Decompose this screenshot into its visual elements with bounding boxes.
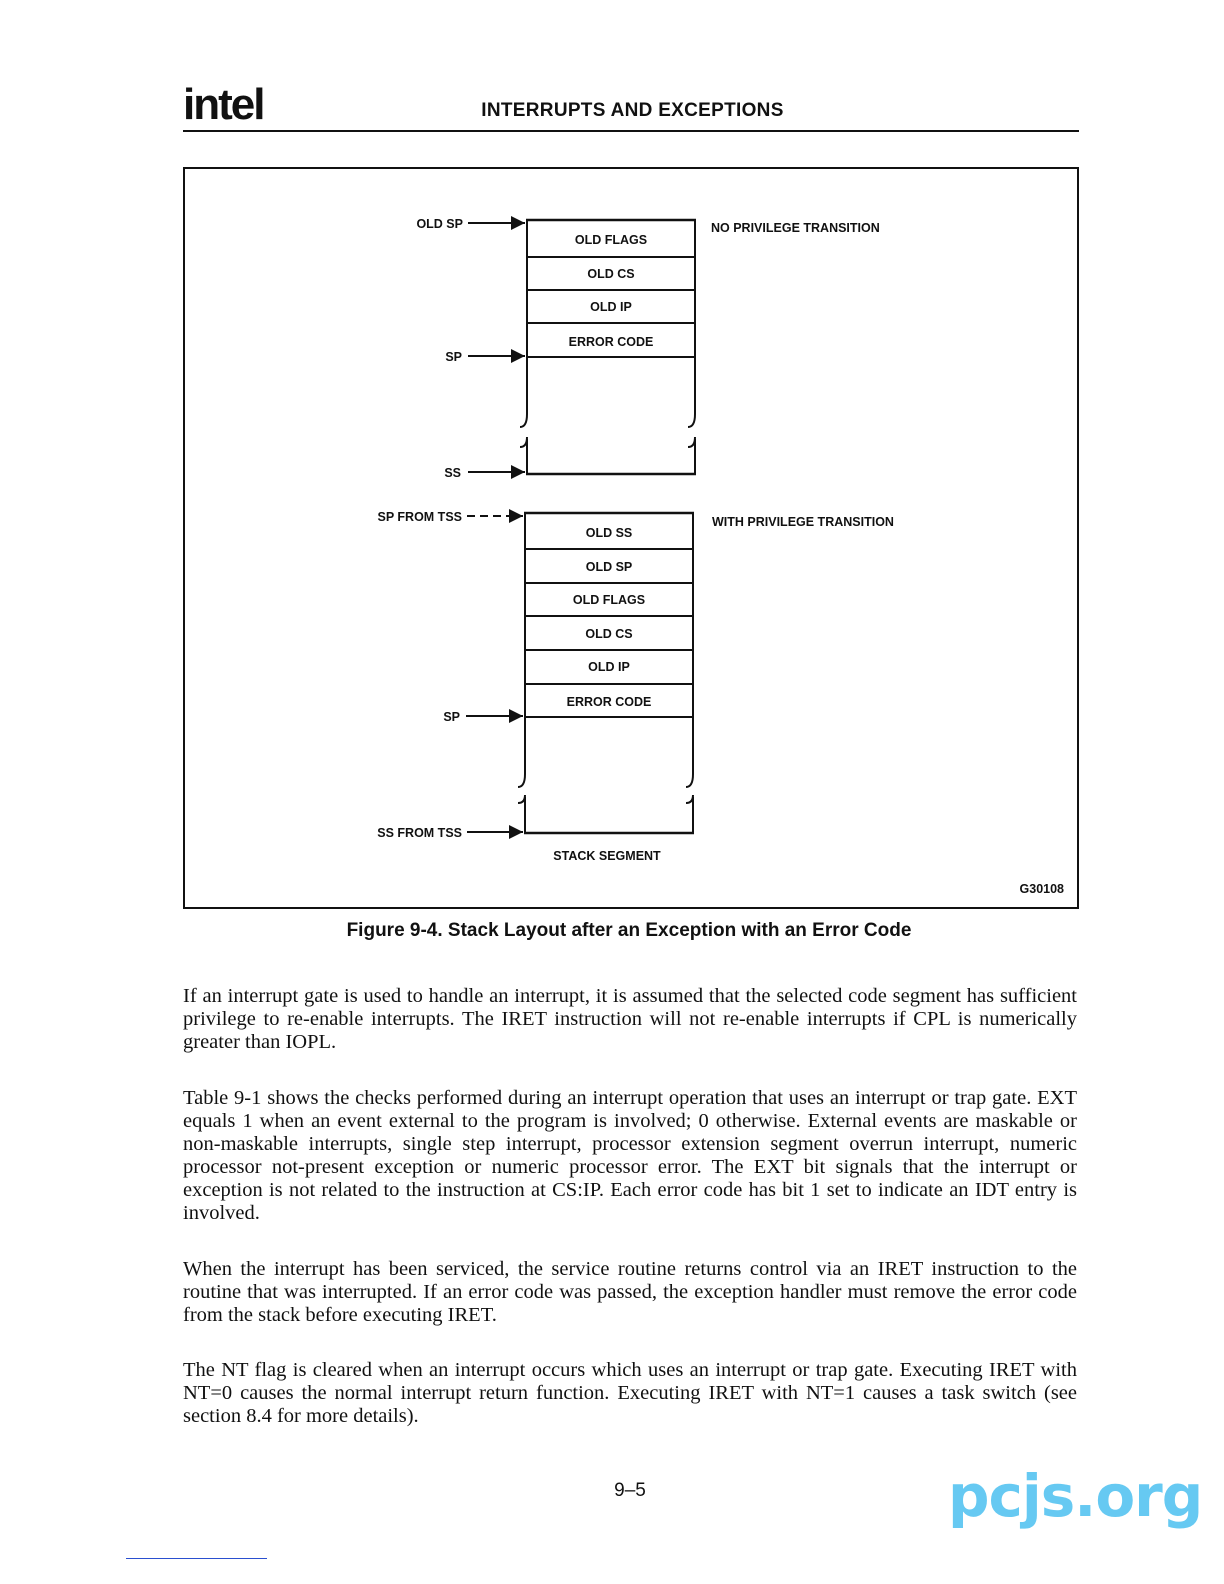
- figure-frame: [183, 167, 1079, 909]
- bottom-cell-6: ERROR CODE: [566, 695, 652, 709]
- paragraph-2: Table 9-1 shows the checks performed during an interrupt operation that uses an interrupt or trap gate. EXT equals 1 when an event external to the program is involved; 0 otherwise. External events are maskable or non-maskable interrupts, single step interrupt, processor extension segment overrun interrupt, numeric processor not-present exception or numeric processor error. The EXT bit signals that the interrupt or exception is not related to the instruction at CS:IP. Each error code has bit 1 set to indicate an IDT entry is involved.: [183, 1087, 1077, 1224]
- bottom-cell-1: OLD SS: [585, 526, 633, 540]
- footer-link-rule: [126, 1558, 267, 1559]
- top-pointer-ss: SS: [444, 466, 461, 480]
- bottom-cell-2: OLD SP: [585, 560, 633, 574]
- bottom-pointer-sp: SP: [443, 710, 460, 724]
- intel-logo: intel: [183, 80, 264, 129]
- paragraph-3: When the interrupt has been serviced, the service routine returns control via an IRET instruction to the routine that was interrupted. If an error code was passed, the exception handler must remove the error code from the stack before executing IRET.: [183, 1258, 1077, 1326]
- stack-bottom: [377, 510, 894, 840]
- bottom-cell-3: OLD FLAGS: [572, 593, 646, 607]
- stack-top: [416, 217, 879, 480]
- figure-id: G30108: [1019, 882, 1064, 896]
- top-pointer-sp: SP: [445, 350, 462, 364]
- stack-layout-diagram: [185, 169, 1077, 907]
- header-divider: [183, 130, 1079, 132]
- top-cell-2: OLD CS: [587, 267, 635, 281]
- top-cell-1: OLD FLAGS: [574, 233, 648, 247]
- bottom-section-label: WITH PRIVILEGE TRANSITION: [712, 515, 894, 529]
- paragraph-1: If an interrupt gate is used to handle an interrupt, it is assumed that the selected code segment has sufficient privilege to re-enable interrupts. The IRET instruction will not re-enable interrupts if CPL is numerically greater than IOPL.: [183, 985, 1077, 1053]
- top-pointer-old-sp: OLD SP: [416, 217, 463, 231]
- page-number: 9–5: [614, 1480, 646, 1501]
- top-section-label: NO PRIVILEGE TRANSITION: [711, 221, 880, 235]
- figure-caption: Figure 9-4. Stack Layout after an Exception with an Error Code: [346, 920, 912, 941]
- bottom-cell-5: OLD IP: [588, 660, 630, 674]
- bottom-pointer-sp-from-tss: SP FROM TSS: [377, 510, 462, 524]
- page-header-title: INTERRUPTS AND EXCEPTIONS: [481, 100, 784, 121]
- top-cell-4: ERROR CODE: [568, 335, 654, 349]
- pcjs-watermark: pcjs.org: [948, 1462, 1203, 1530]
- paragraph-4: The NT flag is cleared when an interrupt occurs which uses an interrupt or trap gate. Executing IRET with NT=0 causes the normal interrupt return function. Executing IRET with NT=1 causes a task switch (see section 8.4 for more details).: [183, 1359, 1077, 1427]
- top-cell-3: OLD IP: [590, 300, 632, 314]
- bottom-pointer-ss-from-tss: SS FROM TSS: [377, 826, 462, 840]
- bottom-cell-4: OLD CS: [585, 627, 633, 641]
- stack-segment-label: STACK SEGMENT: [553, 849, 661, 863]
